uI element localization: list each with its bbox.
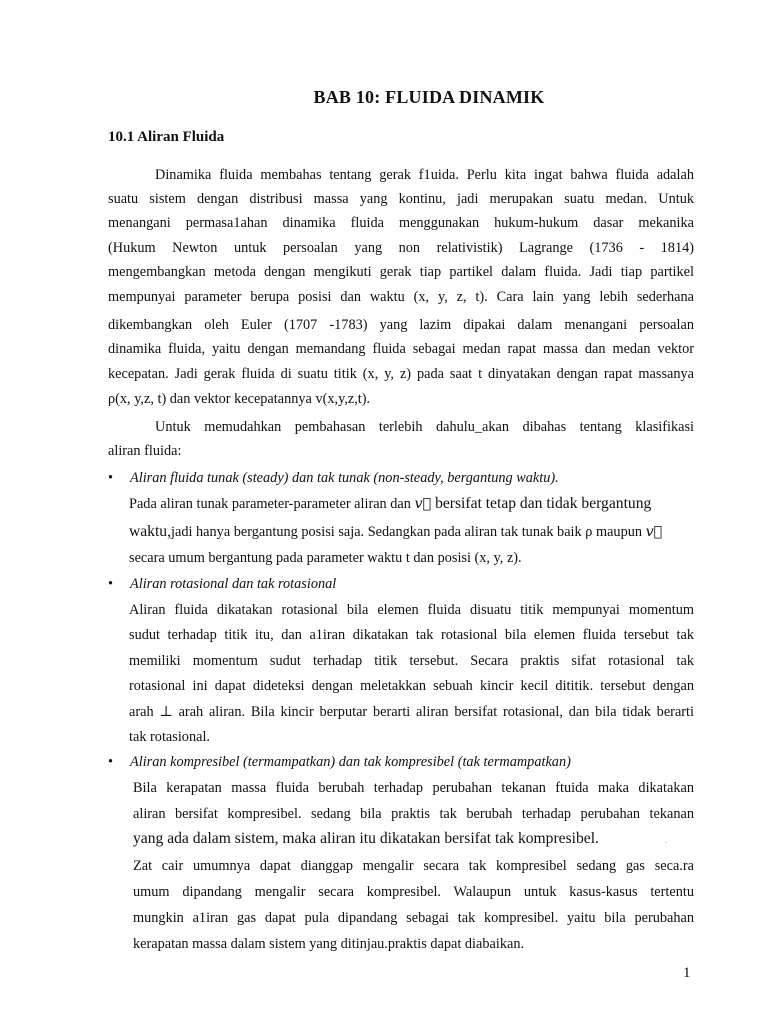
chapter-title: BAB 10: FLUIDA DINAMIK [313,87,545,107]
bullet-heading: Aliran rotasional dan tak rotasional [130,576,337,592]
bullet-icon: • [108,754,114,770]
paragraph-line: rotasional ini dapat dideteksi dengan meletakkan sebuah kincir kecil dititik. tersebut dengan [129,678,694,694]
paragraph-line: Dinamika fluida membahas tentang gerak f1uida. Perlu kita ingat bahwa fluida adalah [155,167,694,183]
bullet-heading: Aliran kompresibel (termampatkan) dan tak kompresibel (tak termampatkan) [130,754,571,770]
paragraph-line: sudut terhadap titik itu, dan a1iran dikatakan tak rotasional bila elemen fluida tersebut tak [129,627,694,643]
paragraph-line: aliran fluida: [108,443,182,459]
paragraph-line: secara umum bergantung pada parameter waktu t dan posisi (x, y, z). [129,550,522,566]
section-heading: 10.1 Aliran Fluida [108,129,225,145]
paragraph-line: yang ada dalam sistem, maka aliran itu dikatakan bersifat tak kompresibel. [133,830,599,847]
paragraph-line: memiliki momentum sudut terhadap titik tersebut. Secara praktis sifat rotasional tak [129,653,694,669]
bullet-icon: • [108,470,114,486]
paragraph-line: kecepatan. Jadi gerak fluida di suatu titik (x, y, z) pada saat t dinyatakan dengan rapat massanya [108,366,694,382]
bullet-item-compressible [108,752,694,772]
paragraph-line: waktu,jadi hanya bergantung posisi saja. Sedangkan pada aliran tak tunak baik ρ maupun v⃗ [129,523,663,540]
paragraph-line: menangani permasa1ahan dinamika fluida menggunakan hukum-hukum dasar mekanika [108,215,694,231]
paragraph-line: mengembangkan metoda dengan mengikuti gerak tiap partikel dalam fluida. Jadi tiap partikel [108,264,694,280]
paragraph-line: arah ⊥ arah aliran. Bila kincir berputar berarti aliran bersifat rotasional, dan bila tidak berarti [129,704,694,720]
paragraph-line: dinamika fluida, yaitu dengan memandang fluida sebagai medan rapat massa dan medan vektor [108,341,694,357]
paragraph-line: kerapatan massa dalam sistem yang ditinjau.praktis dapat diabaikan. [133,936,525,952]
paragraph-line: Untuk memudahkan pembahasan terlebih dahulu_akan dibahas tentang klasifikasi [155,419,694,435]
paragraph-line: (Hukum Newton untuk persoalan yang non relativistik) Lagrange (1736 - 1814) [108,240,694,256]
paragraph-line: dikembangkan oleh Euler (1707 -1783) yang lazim dipakai dalam menangani persoalan [108,317,694,333]
bullet-icon: • [108,576,114,592]
paragraph-line: umum dipandang mengalir secara kompresibel. Walaupun untuk kasus-kasus tertentu [133,884,694,900]
bullet-heading: Aliran fluida tunak (steady) dan tak tunak (non-steady, bergantung waktu). [130,470,559,486]
paragraph-line: mempunyai parameter berupa posisi dan waktu (x, y, z, t). Cara lain yang lebih sederhana [108,289,694,305]
vector-v-symbol: v⃗ [645,524,663,540]
bullet-item-steady [108,468,694,488]
paragraph-line: Pada aliran tunak parameter-parameter aliran dan v⃗ bersifat tetap dan tidak bergantung [129,495,652,512]
paragraph-line: Bila kerapatan massa fluida berubah terhadap perubahan tekanan ftuida maka dikatakan [133,780,694,796]
paragraph-line: Zat cair umumnya dapat dianggap mengalir secara tak kompresibel sedang gas seca.ra [133,858,694,874]
paragraph-line: Aliran fluida dikatakan rotasional bila elemen fluida disuatu titik mempunyai momentum [129,602,694,618]
page-number: 1 [683,965,691,981]
paragraph-line: suatu sistem dengan distribusi massa yang kontinu, jadi merupakan suatu medan. Untuk [108,191,694,207]
stray-mark: . [665,836,667,845]
paragraph-line: mungkin a1iran gas dapat pula dipandang sebagai tak kompresibel. yaitu bila perubahan [133,910,694,926]
paragraph-line: ρ(x, y,z, t) dan vektor kecepatannya v(x,y,z,t). [108,391,371,407]
vector-v-symbol: v⃗ [414,496,432,512]
paragraph-line: aliran bersifat kompresibel. sedang bila praktis tak berubah terhadap perubahan tekanan [133,806,694,822]
bullet-item-rotational [108,574,694,594]
paragraph-line: tak rotasional. [129,729,210,745]
